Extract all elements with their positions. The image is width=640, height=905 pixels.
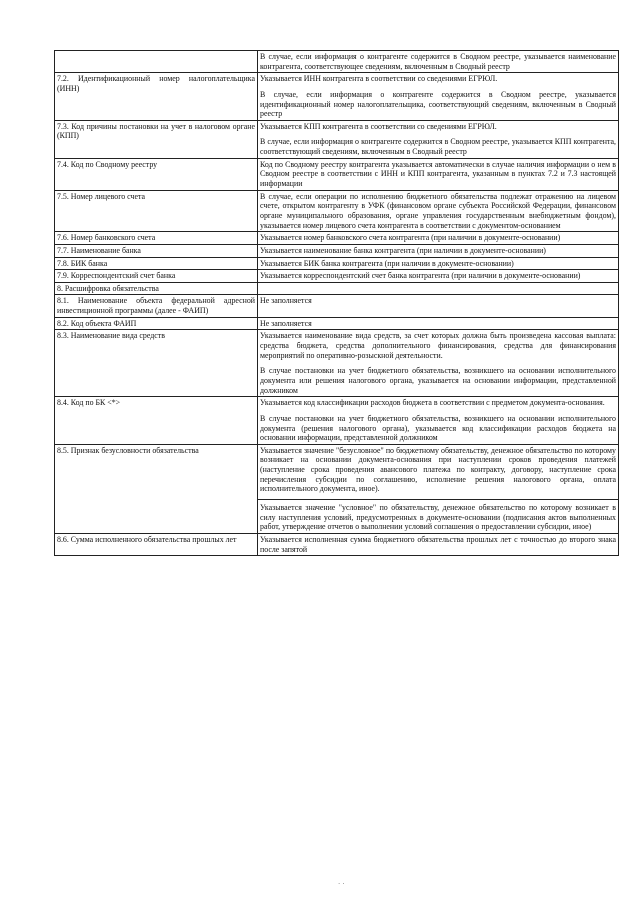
field-rule-cell <box>258 120 619 158</box>
field-name-cell: 7.8. БИК банка <box>55 257 258 270</box>
rule-paragraph: Указывается БИК банка контрагента (при наличии в документе-основании) <box>260 258 514 268</box>
field-name-cell: 7.6. Номер банковского счета <box>55 232 258 245</box>
field-rule-cell <box>258 282 619 295</box>
rule-paragraph: Указывается номер банковского счета контрагента (при наличии в документе-основании) <box>260 233 561 243</box>
field-name-cell: 7.4. Код по Сводному реестру <box>55 158 258 190</box>
field-rule-cell <box>258 73 619 121</box>
table-row <box>55 397 619 445</box>
rule-paragraph: Указывается наименование банка контрагента (при наличии в документе-основании) <box>260 245 546 255</box>
field-rule-cell <box>258 397 619 445</box>
rule-paragraph: Не заполняется <box>260 318 312 328</box>
field-rule-cell <box>258 257 619 270</box>
table-row <box>55 190 619 232</box>
field-name-cell: 8.3. Наименование вида средств <box>55 330 258 397</box>
rule-paragraph: Указывается исполненная сумма бюджетного обязательства прошлых лет с точностью до второго знака после запятой <box>260 534 616 554</box>
table-row <box>55 444 619 533</box>
field-rule-cell <box>258 232 619 245</box>
field-rule-cell <box>258 51 619 73</box>
field-rule-cell <box>258 244 619 257</box>
table-row <box>55 295 619 317</box>
field-name-cell: 8.5. Признак безусловности обязательства <box>55 444 258 533</box>
rule-paragraph: В случае, если операции по исполнению бюджетного обязательства подлежат отражению на лицевом счете, открытом контрагенту в УФК (финансовом органе субъекта Российской Федерации, финансовом органе муниципального образования, органе управления государственным внебюджетным фондом), указывается номер лицевого счета контрагента в соответствии с документом-основанием <box>260 191 616 230</box>
rule-paragraph: Указывается значение "условное" по обязательству, денежное обязательство по которому возникает в силу наступления условий, предусмотренных в документе-основании (подписания актов выполненных работ, утверждение отчетов о выполнении условий соглашения о предоставлении субсидии, иное) <box>258 499 618 532</box>
table-row <box>55 270 619 283</box>
field-name-cell: 8.6. Сумма исполненного обязательства прошлых лет <box>55 533 258 555</box>
rule-paragraph: В случае постановки на учет бюджетного обязательства, возникшего на основании исполнительного документа или решения налогового органа, указывается на основании информации, представленной должником <box>260 366 616 395</box>
rule-paragraph: Код по Сводному реестру контрагента указывается автоматически в случае наличия информации о нем в Сводном реестре в соответствии с ИНН и КПП контрагента, указанным в пунктах 7.2 и 7.3 настоящей информации <box>260 159 616 189</box>
field-name-cell: 7.2. Идентификационный номер налогоплательщика (ИНН) <box>55 73 258 121</box>
table-row <box>55 317 619 330</box>
table-row <box>55 232 619 245</box>
requirements-table <box>54 50 619 556</box>
rule-paragraph: Указывается наименование вида средств, за счет которых должна быть произведена кассовая выплата: средства бюджета, средства дополнительного финансирования, средства для финансирования мероприятий по оперативно-розыскной деятельности. <box>260 331 616 360</box>
rule-paragraph: Указывается корреспондентский счет банка контрагента (при наличии в документе-основании) <box>260 271 581 281</box>
field-rule-cell <box>258 270 619 283</box>
field-name-cell <box>55 51 258 73</box>
scan-mark: · · <box>338 880 345 888</box>
field-rule-cell <box>258 330 619 397</box>
table-row <box>55 282 619 295</box>
field-name-cell: 7.7. Наименование банка <box>55 244 258 257</box>
field-name-cell: 8.4. Код по БК <*> <box>55 397 258 445</box>
rule-paragraph: Указывается КПП контрагента в соответствии со сведениями ЕГРЮЛ. <box>260 121 497 131</box>
rule-paragraph: Указывается код классификации расходов бюджета в соответствии с предметом документа-основания. <box>260 398 605 408</box>
table-row <box>55 158 619 190</box>
rule-paragraph: Не заполняется <box>260 296 312 306</box>
field-rule-cell <box>258 533 619 555</box>
table-row <box>55 51 619 73</box>
field-name-cell: 8.1. Наименование объекта федеральной адресной инвестиционной программы (далее - ФАИП) <box>55 295 258 317</box>
rule-paragraph: Указывается ИНН контрагента в соответствии со сведениями ЕГРЮЛ. <box>260 74 498 84</box>
rule-paragraph: Указывается значение "безусловное" по бюджетному обязательству, денежное обязательство по которому возникает на основании документа-основания при наступлении сроков проведения платежей (наступление срока проведения авансового платежа по контракту, договору, наступление срока перечисления субсидии по соглашению, исполнение решения налогового органа, оплата исполнительного документа, иное). <box>260 445 616 494</box>
field-rule-cell <box>258 444 619 533</box>
field-name-cell: 7.3. Код причины постановки на учет в налоговом органе (КПП) <box>55 120 258 158</box>
field-rule-cell <box>258 158 619 190</box>
field-rule-cell <box>258 317 619 330</box>
table-row <box>55 257 619 270</box>
field-rule-cell <box>258 190 619 232</box>
table-row <box>55 330 619 397</box>
rule-paragraph: В случае постановки на учет бюджетного обязательства, возникшего на основании исполнительного документа (решения налогового органа), указывается код классификации расходов бюджета на основании информации, представленной должником <box>260 413 616 443</box>
field-name-cell: 8.2. Код объекта ФАИП <box>55 317 258 330</box>
rule-paragraph: В случае, если информация о контрагенте содержится в Сводном реестре, указывается КПП контрагента, соответствующий сведениям, включенным в Сводный реестр <box>260 137 616 157</box>
field-name-cell: 8. Расшифровка обязательства <box>55 282 258 295</box>
table-row <box>55 120 619 158</box>
table-row <box>55 533 619 555</box>
table-row <box>55 73 619 121</box>
rule-paragraph: В случае, если информация о контрагенте содержится в Сводном реестре, указывается наименование контрагента, соответствующее сведениям, включенным в Сводный реестр <box>260 52 616 71</box>
field-rule-cell <box>258 295 619 317</box>
table-row <box>55 244 619 257</box>
field-name-cell: 7.5. Номер лицевого счета <box>55 190 258 232</box>
field-name-cell: 7.9. Корреспондентский счет банка <box>55 270 258 283</box>
rule-paragraph: В случае, если информация о контрагенте содержится в Сводном реестре, указывается идентификационный номер налогоплательщика, соответствующий сведениям, включенным в Сводный реестр <box>260 89 616 119</box>
